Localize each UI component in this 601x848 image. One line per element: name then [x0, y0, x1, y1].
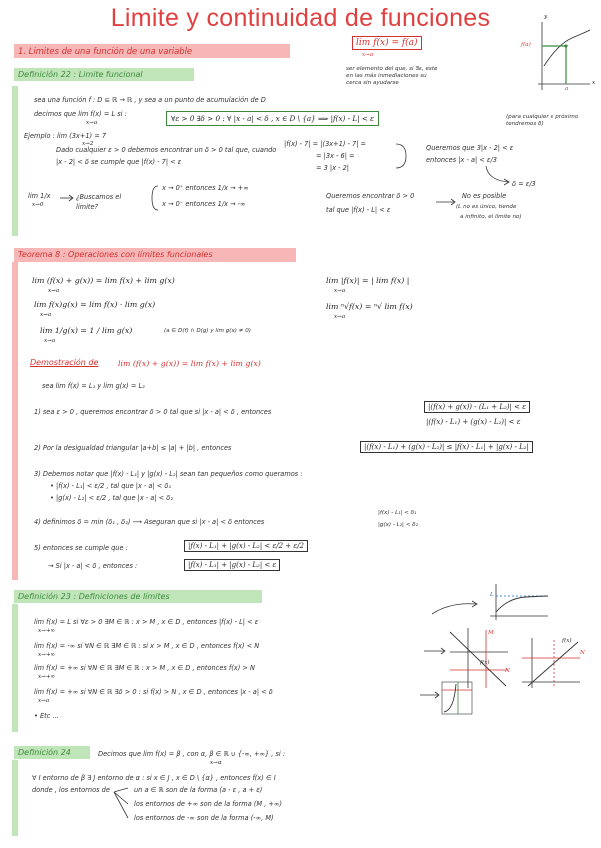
- example2-note-1: No es posible: [462, 192, 507, 200]
- operation-sum-sub: x→a: [48, 288, 60, 294]
- proof-step-2-box: |(f(x) - L₁) + (g(x) - L₂)| ≤ |f(x) - L₁| + |g(x) - L₂|: [360, 441, 533, 453]
- proof-step-5b-box: |f(x) - L₁| + |g(x) - L₂| < ε: [184, 559, 280, 571]
- operation-product: lim f(x)g(x) = lim f(x) · lim g(x): [34, 300, 156, 309]
- example-label: [24, 132, 106, 140]
- example2-limit-sub: x→0: [32, 202, 44, 208]
- proof-step-4-result-2: |g(x) - L₂| < δ₂: [378, 522, 418, 528]
- neighborhood-real: un a ∈ ℝ son de la forma (a - ε , a + ε): [134, 786, 263, 794]
- operation-product-sub: x→a: [40, 312, 52, 318]
- limit-def-2: lim f(x) = -∞ si ∀N ∈ ℝ ∃M ∈ ℝ : si x > M , x ∈ D , entonces f(x) < N: [34, 642, 260, 650]
- proof-step-1-box: |(f(x) + g(x)) - (L₁ + L₂)| < ε: [424, 401, 530, 413]
- limit-def-4: lim f(x) = +∞ si ∀N ∈ ℝ ∃δ > 0 : si f(x) > N , x ∈ D , entonces |x - a| < δ: [34, 688, 273, 696]
- example-result-2: entonces |x - a| < ε/3: [426, 156, 497, 164]
- example2-note-2: (L no es único, tiende: [456, 204, 517, 210]
- limit-def-etc: • Etc ...: [34, 712, 59, 720]
- operation-reciprocal: lim 1/g(x) = 1 / lim g(x): [40, 326, 133, 335]
- vertical-asymptote-graph: [440, 680, 474, 716]
- example2-arrow: [60, 194, 74, 202]
- example2-branch-1: x → 0⁺ entonces 1/x → +∞: [162, 184, 249, 192]
- example-calc-3: = 3 |x - 2|: [316, 164, 350, 172]
- example2-note-3: a infinito, el límite no): [460, 214, 522, 220]
- example2-brace: [150, 184, 160, 214]
- epsilon-delta-definition-box: [166, 111, 379, 126]
- def23-side-bar: [12, 604, 18, 732]
- limit-def-3-sub: x→+∞: [38, 674, 56, 680]
- def22-note-right: (para cualquier ε próximo tendremos δ): [506, 114, 579, 127]
- operation-sum: lim (f(x) + g(x)) = lim f(x) + lim g(x): [32, 276, 175, 285]
- limit-def-1-sub: x→+∞: [38, 628, 56, 634]
- def24-brace: [112, 786, 132, 826]
- page-title: Limite y continuidad de funciones: [110, 4, 491, 32]
- def24-line-1-sub: x→α: [210, 760, 222, 766]
- def24-line-3: donde , los entornos de: [32, 786, 110, 794]
- demonstration-setup: sea lim f(x) = L₁ y lim g(x) = L₂: [42, 382, 145, 390]
- example2-limit: lim 1/x: [28, 192, 51, 200]
- proof-step-2: 2) Por la desigualdad triangular |a+b| ≤ |a| + |b| , entonces: [34, 444, 232, 452]
- limit-def-4-sub: x→a: [38, 698, 50, 704]
- reciprocal-condition: (a ∈ D(f) ∩ D(g) y lim g(x) ≠ 0): [164, 328, 251, 334]
- proof-step-5b: → Si |x - a| < δ , entonces :: [48, 562, 138, 570]
- neighborhood-minus-infinity: los entornos de -∞ son de la forma (-∞, M): [134, 814, 274, 822]
- def24-side-bar: [12, 760, 18, 836]
- section-heading: 1. Limites de una función de una variable: [14, 44, 290, 58]
- def22-note-top: ser elemento del que, si ∃ε, este en las más inmediaciones su cerca sin ayudarse: [346, 66, 438, 86]
- proof-step-4-result-1: |f(x) - L₁| < δ₁: [378, 510, 417, 516]
- def23-heading: Definición 23 : Definiciones de límites: [14, 590, 262, 603]
- example2-result-1: Queremos encontrar δ > 0: [326, 192, 415, 200]
- proof-step-5: 5) entonces se cumple que :: [34, 544, 128, 552]
- example2-branch-2: x → 0⁻ entonces 1/x → -∞: [162, 200, 246, 208]
- proof-step-3b: • |g(x) - L₂| < ε/2 , tal que |x - a| < δ₂: [50, 494, 173, 502]
- calc-bracket: [394, 142, 410, 172]
- limit-plus-infinity-graph: [518, 636, 584, 690]
- example-text-2: |x - 2| < δ se cumple que |f(x) - 7| < ε: [56, 158, 182, 166]
- limit-def-3: lim f(x) = +∞ si ∀N ∈ ℝ ∃M ∈ ℝ : x > M , x ∈ D , entonces f(x) > N: [34, 664, 255, 672]
- demonstration-label: Demostración de: [30, 358, 99, 367]
- def22-line2-sub: x→a: [86, 120, 98, 126]
- operation-root-sub: x→a: [334, 314, 346, 320]
- example2-result-arrow: [436, 198, 456, 206]
- graph3-f-label: f(x): [562, 638, 572, 644]
- arrow-to-graph-2: [424, 646, 448, 656]
- example-calc-1: |f(x) - 7| = |(3x+1) - 7| =: [284, 140, 367, 148]
- demonstration-formula: lim (f(x) + g(x)) = lim f(x) + lim g(x): [118, 359, 261, 368]
- continuity-graph: [528, 16, 594, 94]
- proof-step-3: 3) Debemos notar que |f(x) - L₁| y |g(x) - L₂| sean tan pequeños como queramos :: [34, 470, 303, 478]
- def22-line1: sea una función f : D ⊆ ℝ → ℝ , y sea a un punto de acumulación de D: [34, 96, 266, 104]
- proof-step-3a: • |f(x) - L₁| < ε/2 , tal que |x - a| < δ₁: [50, 482, 172, 490]
- def24-heading: Definición 24: [14, 746, 90, 759]
- graph1-x-axis: x: [592, 80, 596, 86]
- def22-heading: Definición 22 : Limite funcional: [14, 68, 194, 81]
- arrow-to-graph-1: [430, 600, 480, 616]
- formula-text: lim f(x) = f(a): [356, 38, 418, 48]
- arrow-to-graph-4: [420, 690, 442, 700]
- graph1-x-label: a: [565, 86, 569, 92]
- limit-def-1: lim f(x) = L si ∀ε > 0 ∃M ∈ ℝ : x > M , x ∈ D , entonces |f(x) - L| < ε: [34, 618, 259, 626]
- graph2-f-label: f(x): [480, 660, 490, 666]
- limit-at-infinity-graph: [486, 582, 552, 622]
- example2-text: ¿Buscamos el límite?: [76, 193, 122, 211]
- limit-def-2-sub: x→+∞: [38, 652, 56, 658]
- example-label-text: Ejemplo :: [24, 132, 55, 140]
- neighborhood-plus-infinity: los entornos de +∞ son de la forma (M , +∞): [134, 800, 282, 808]
- def22-line2: decimos que lim f(x) = L si :: [34, 110, 127, 118]
- proof-step-4: 4) definimos δ = min (δ₁ , δ₂) ⟶ Aseguran que si |x - a| < δ entonces: [34, 518, 265, 526]
- result-arrow: [484, 164, 512, 186]
- graph1-y-axis: y: [544, 14, 548, 20]
- example-result-3: δ = ε/3: [512, 180, 536, 188]
- teo8-side-bar: [12, 262, 18, 580]
- example-calc-2: = |3x - 6| =: [316, 152, 355, 160]
- proof-step-1-box-2: |(f(x) - L₁) + (g(x) - L₂)| < ε: [426, 418, 521, 426]
- graph3-n-label: N: [580, 650, 585, 656]
- graph1-y-label: f(a): [521, 42, 531, 48]
- graph2-m-label: M: [488, 630, 494, 636]
- example-text-1: Dado cualquier ε > 0 debemos encontrar un δ > 0 tal que, cuando: [56, 146, 277, 154]
- formula-subscript: x→a: [362, 52, 374, 58]
- proof-step-1: 1) sea ε > 0 , queremos encontrar δ > 0 tal que si |x - a| < δ , entonces: [34, 408, 272, 416]
- example-limit-sub: x→2: [82, 141, 94, 147]
- example2-result-2: tal que |f(x) - L| < ε: [326, 206, 391, 214]
- proof-step-5-box: |f(x) - L₁| + |g(x) - L₂| < ε/2 + ε/2: [184, 540, 308, 552]
- limit-formula-box: [352, 36, 422, 50]
- operation-root: lim ⁿ√f(x) = ⁿ√ lim f(x): [326, 302, 413, 311]
- operation-reciprocal-sub: x→a: [44, 338, 56, 344]
- example-result-1: Queremos que 3|x - 2| < ε: [426, 144, 514, 152]
- operation-abs-sub: x→a: [334, 288, 346, 294]
- graph2-n-label: N: [505, 668, 510, 674]
- teo8-heading: Teorema 8 : Operaciones con límites funcionales: [14, 248, 296, 262]
- example-limit: lim (3x+1) = 7: [56, 132, 107, 140]
- definition-text: ∀ε > 0 ∃δ > 0 : ∀ |x - a| < δ , x ∈ D \ {a} ⟹ |f(x) - L| < ε: [171, 114, 374, 123]
- def22-side-bar: [12, 86, 18, 236]
- graph-limit-label: L: [490, 592, 494, 598]
- operation-abs: lim |f(x)| = | lim f(x) |: [326, 276, 410, 285]
- def24-line-1: Decimos que lim f(x) = β , con α, β ∈ ℝ ∪ {-∞, +∞} , si :: [98, 750, 286, 758]
- def24-line-2: ∀ I entorno de β ∃ J entorno de α : si x ∈ J , x ∈ D \ {α} , entonces f(x) ∈ I: [32, 774, 276, 782]
